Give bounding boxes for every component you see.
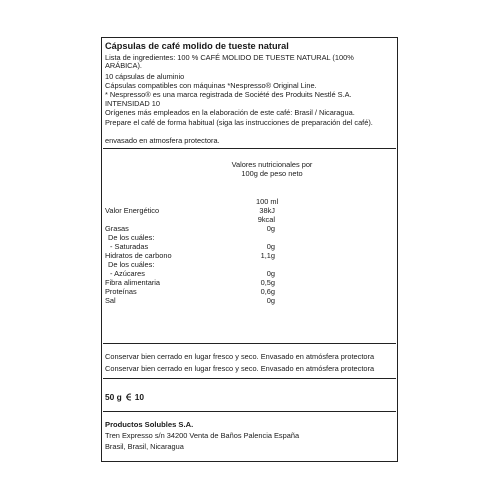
nutrient-label: Proteínas — [105, 287, 137, 296]
producer-origin: Brasil, Brasil, Nicaragua — [105, 442, 184, 451]
ingredients-line-1: Lista de ingredientes: 100 % CAFÉ MOLIDO DE TUESTE NATURAL (100% — [105, 53, 354, 62]
packaging-text: envasado en atmosfera protectora. — [105, 136, 220, 145]
compatible-text: Cápsulas compatibles con máquinas *Nespresso® Original Line. — [105, 81, 317, 90]
energy-kcal: 9kcal — [257, 215, 275, 224]
nutrient-label: Sal — [105, 296, 116, 305]
divider-top — [103, 148, 396, 149]
nutrient-label: Grasas — [105, 224, 129, 233]
divider-quantity — [103, 411, 396, 412]
product-title: Cápsulas de café molido de tueste natural — [105, 41, 289, 51]
capsules-text: 10 cápsulas de aluminio — [105, 72, 185, 81]
net-weight: 50 g — [105, 392, 122, 402]
nutrient-label: De los cuáles: — [108, 233, 155, 242]
trademark-text: * Nespresso® es una marca registrada de Société des Produits Nestlé S.A. — [105, 90, 352, 99]
nutrient-value: 0,6g — [260, 287, 275, 296]
estimated-sign-icon — [125, 393, 132, 401]
nutrient-value: 1,1g — [260, 251, 275, 260]
nutrient-value: 0g — [266, 269, 275, 278]
intensity-text: INTENSIDAD 10 — [105, 99, 161, 108]
nutrient-value: 0,5g — [260, 278, 275, 287]
divider-nutrition — [103, 343, 396, 344]
origins-text: Orígenes más empleados en la elaboración de este café: Brasil / Nicaragua. — [105, 108, 355, 117]
nutrition-header-1: Valores nutricionales por — [231, 160, 313, 169]
ingredients-line-2: ARÁBICA). — [105, 61, 142, 70]
nutrition-column-header: 100 ml — [256, 197, 279, 206]
energy-kj: 38kJ — [259, 206, 275, 215]
nutrient-label: Fibra alimentaria — [105, 278, 161, 287]
energy-label: Valor Energético — [105, 206, 160, 215]
nutrient-value: 0g — [266, 296, 275, 305]
producer-address: Tren Expresso s/n 34200 Venta de Baños Palencia España — [105, 431, 300, 440]
nutrition-header-2: 100g de peso neto — [241, 169, 303, 178]
net-quantity — [105, 392, 144, 402]
storage-line-2: Conservar bien cerrado en lugar fresco y seco. Envasado en atmósfera protectora — [105, 364, 375, 373]
nutrient-value: 0g — [266, 224, 275, 233]
nutrient-value: 0g — [266, 242, 275, 251]
nutrient-label: - Saturadas — [110, 242, 149, 251]
prepare-text: Prepare el café de forma habitual (siga las instrucciones de preparación del café). — [105, 118, 373, 127]
producer-name: Productos Solubles S.A. — [105, 420, 194, 429]
nutrient-label: - Azúcares — [110, 269, 145, 278]
divider-storage — [103, 378, 396, 379]
storage-line-1: Conservar bien cerrado en lugar fresco y seco. Envasado en atmósfera protectora — [105, 352, 375, 361]
nutrient-label: Hidratos de carbono — [105, 251, 172, 260]
capsule-count: 10 — [134, 392, 145, 402]
nutrient-label: De los cuáles: — [108, 260, 155, 269]
